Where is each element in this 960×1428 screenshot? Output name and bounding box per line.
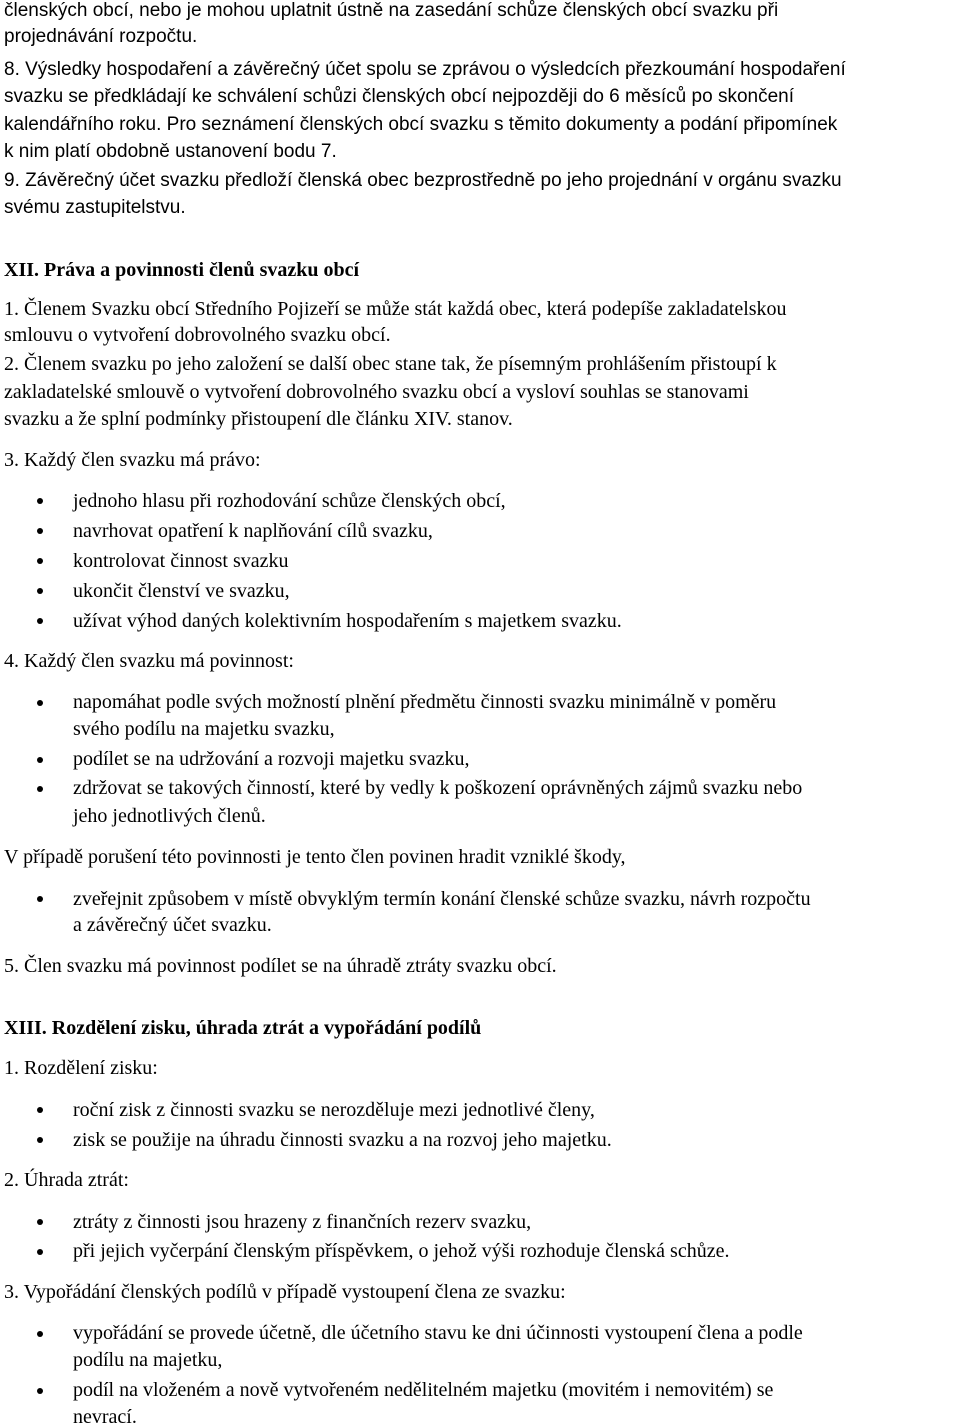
list-item: užívat výhod daných kolektivním hospodařením s majetkem svazku. (73, 610, 622, 632)
paragraph-line: smlouvu o vytvoření dobrovolného svazku obcí. (4, 324, 391, 346)
list-item-continuation: jeho jednotlivých členů. (73, 805, 266, 827)
paragraph-line: 3. Každý člen svazku má právo: (4, 449, 261, 471)
list-item: roční zisk z činnosti svazku se nerozděluje mezi jednotlivé členy, (73, 1099, 595, 1121)
paragraph-line: 9. Závěrečný účet svazku předloží členská obec bezprostředně po jeho projednání v orgánu svazku (4, 170, 842, 191)
bullet-icon (37, 1107, 43, 1113)
list-item-continuation: nevrací. (73, 1406, 137, 1428)
bullet-icon (37, 498, 43, 504)
paragraph-line: zakladatelské smlouvě o vytvoření dobrovolného svazku obcí a vysloví souhlas se stanovami (4, 381, 749, 403)
paragraph-line: členských obcí, nebo je mohou uplatnit ústně na zasedání schůze členských obcí svazku při (4, 0, 779, 21)
list-item: podíl na vloženém a nově vytvořeném nedělitelném majetku (movitém i nemovitém) se (73, 1379, 774, 1401)
list-item: zveřejnit způsobem v místě obvyklým termín konání členské schůze svazku, návrh rozpočtu (73, 888, 811, 910)
paragraph-line: V případě porušení této povinnosti je tento člen povinen hradit vzniklé škody, (4, 846, 626, 868)
bullet-icon (37, 1137, 43, 1143)
list-item-continuation: a závěrečný účet svazku. (73, 914, 272, 936)
bullet-icon (37, 1388, 43, 1394)
bullet-icon (37, 700, 43, 706)
paragraph-line: svazku a že splní podmínky přistoupení dle článku XIV. stanov. (4, 408, 513, 430)
bullet-icon (37, 1219, 43, 1225)
bullet-icon (37, 1249, 43, 1255)
paragraph-line: 4. Každý člen svazku má povinnost: (4, 650, 294, 672)
bullet-icon (37, 1331, 43, 1337)
bullet-icon (37, 588, 43, 594)
paragraph-line: svému zastupitelstvu. (4, 197, 186, 218)
list-item: podílet se na udržování a rozvoji majetku svazku, (73, 748, 470, 770)
list-item: navrhovat opatření k naplňování cílů svazku, (73, 520, 433, 542)
paragraph-line: kalendářního roku. Pro seznámení členských obcí svazku s těmito dokumenty a podání připomínek (4, 114, 838, 135)
paragraph-line: projednávání rozpočtu. (4, 26, 198, 47)
bullet-icon (37, 896, 43, 902)
list-item-continuation: podílu na majetku, (73, 1349, 223, 1371)
list-item: zdržovat se takových činností, které by vedly k poškození oprávněných zájmů svazku nebo (73, 777, 803, 799)
paragraph-line: 1. Rozdělení zisku: (4, 1057, 158, 1079)
list-item-continuation: svého podílu na majetku svazku, (73, 718, 335, 740)
section-heading-xii: XII. Práva a povinnosti členů svazku obcí (4, 259, 360, 281)
paragraph-line: k nim platí obdobně ustanovení bodu 7. (4, 141, 337, 162)
paragraph-line: svazku se předkládají ke schválení schůzi členských obcí nejpozději do 6 měsíců po skončení (4, 86, 794, 107)
list-item: ukončit členství ve svazku, (73, 580, 290, 602)
bullet-icon (37, 618, 43, 624)
bullet-icon (37, 528, 43, 534)
paragraph-line: 5. Člen svazku má povinnost podílet se na úhradě ztráty svazku obcí. (4, 955, 557, 977)
list-item: jednoho hlasu při rozhodování schůze členských obcí, (73, 490, 506, 512)
paragraph-line: 3. Vypořádání členských podílů v případě vystoupení člena ze svazku: (4, 1281, 566, 1303)
list-item: zisk se použije na úhradu činnosti svazku a na rozvoj jeho majetku. (73, 1129, 612, 1151)
paragraph-line: 8. Výsledky hospodaření a závěrečný účet spolu se zprávou o výsledcích přezkoumání hospodaření (4, 59, 846, 80)
paragraph-line: 2. Členem svazku po jeho založení se další obec stane tak, že písemným prohlášením přistoupí k (4, 353, 777, 375)
list-item: ztráty z činnosti jsou hrazeny z finančních rezerv svazku, (73, 1211, 532, 1233)
bullet-icon (37, 558, 43, 564)
bullet-icon (37, 786, 43, 792)
list-item: kontrolovat činnost svazku (73, 550, 289, 572)
list-item: napomáhat podle svých možností plnění předmětu činnosti svazku minimálně v poměru (73, 691, 777, 713)
section-heading-xiii: XIII. Rozdělení zisku, úhrada ztrát a vypořádání podílů (4, 1017, 482, 1039)
paragraph-line: 1. Členem Svazku obcí Středního Pojizeří se může stát každá obec, která podepíše zakladatelskou (4, 298, 787, 320)
list-item: při jejich vyčerpání členským příspěvkem, o jehož výši rozhoduje členská schůze. (73, 1240, 730, 1262)
bullet-icon (37, 757, 43, 763)
list-item: vypořádání se provede účetně, dle účetního stavu ke dni účinnosti vystoupení člena a podle (73, 1322, 803, 1344)
paragraph-line: 2. Úhrada ztrát: (4, 1169, 129, 1191)
